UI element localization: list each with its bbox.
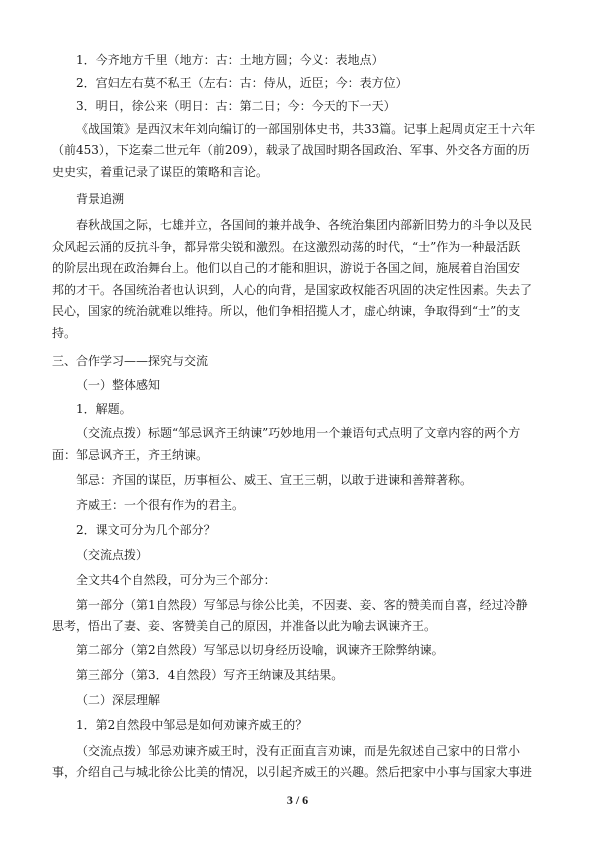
text-line: 思考，悟出了妻、妾、客赞美自己的原因，并准备以此为喻去讽谏齐王。 [52,619,437,633]
text-line: 第三部分（第3．4自然段）写齐王纳谏及其结果。 [76,668,344,682]
text-line: 1．解题。 [76,402,132,416]
text-line: （交流点拨）邹忌劝谏齐威王时，没有正面直言劝谏，而是先叙述自己家中的日常小 [76,744,521,758]
text-line: 2．课文可分为几个部分？ [76,523,216,537]
text-line: 持。 [52,326,77,340]
text-line: 《战国策》是西汉末年刘向编订的一部国别体史书，共33篇。记事上起周贞定王十六年 [76,122,536,136]
text-line: 邹忌：齐国的谋臣，历事桓公、威王、宣王三朝，以敢于进谏和善辩著称。 [76,473,473,487]
text-line: （前453），下迄秦二世元年（前209），载录了战国时期各国政治、军事、外交各方面的历 [52,143,530,157]
text-line: 邦的才干。各国统治者也认识到，人心的向背，是国家政权能否巩固的决定性因素。失去了 [52,283,533,297]
text-line: 众风起云涌的反抗斗争，都异常尖锐和激烈。在这激烈动荡的时代，“士”作为一种最活跃 [52,240,521,254]
text-line: 春秋战国之际，七雄并立，各国间的兼并战争、各统治集团内部新旧势力的斗争以及民 [76,218,533,232]
text-line: 的阶层出现在政治舞台上。他们以自己的才能和胆识，游说于各国之间，施展着自治国安 [52,261,521,275]
text-line: 1．今齐地方千里（地方：古：土地方圆；今义：表地点） [76,53,384,67]
text-line: 民心，国家的统治就难以维持。所以，他们争相招揽人才，虚心纳谏，争取得到“士”的支 [52,304,521,318]
text-line: 齐威王：一个很有作为的君主。 [76,498,245,512]
page-number: 3 / 6 [286,793,309,807]
text-line: （交流点拨）标题“邹忌讽齐王纳谏”巧妙地用一个兼语句式点明了文章内容的两个方 [76,426,521,440]
text-line: （一）整体感知 [76,378,161,392]
text-line: （二）深层理解 [76,693,161,707]
text-line: 三、合作学习——探究与交流 [52,354,209,368]
text-line: 3．明日，徐公来（明日：古：第二日；今：今天的下一天） [76,99,396,113]
text-line: （交流点拨） [76,548,149,562]
text-line: 背景追溯 [76,192,125,206]
text-line: 全文共4个自然段，可分为三个部分： [76,573,276,587]
text-line: 面：邹忌讽齐王，齐王纳谏。 [52,448,209,462]
text-line: 2．宫妇左右莫不私王（左右：古：侍从，近臣；今：表方位） [76,76,408,90]
text-line: 1．第2自然段中邹忌是如何劝谏齐威王的？ [76,718,308,732]
text-line: 第二部分（第2自然段）写邹忌以切身经历设喻，讽谏齐王除弊纳谏。 [76,643,444,657]
text-line: 第一部分（第1自然段）写邹忌与徐公比美，不因妻、妾、客的赞美而自喜，经过冷静 [76,598,528,612]
text-line: 史史实，着重记录了谋臣的策略和言论。 [52,165,269,179]
text-line: 事，介绍自己与城北徐公比美的情况，以引起齐威王的兴趣。然后把家中小事与国家大事进 [52,765,533,779]
